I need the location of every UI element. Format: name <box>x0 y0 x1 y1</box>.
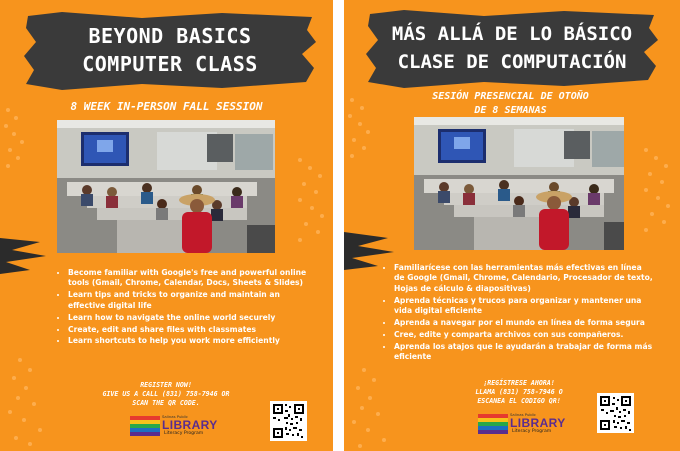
library-logo-big-text: LIBRARY <box>510 416 566 430</box>
title-line-1: BEYOND BASICS <box>88 24 252 48</box>
list-item: • Cree, edite y comparta archivos con sus compañeros. <box>394 330 654 340</box>
library-logo-program-text: Literacy Program <box>512 429 552 434</box>
register-now-text: ¡REGÍSTRESE AHORA! <box>483 379 555 387</box>
list-item: • Aprenda técnicas y trucos para organizar y mantener una vida digital eficiente <box>394 296 654 317</box>
register-now-text: REGISTER NOW! <box>140 381 192 389</box>
list-item: • Learn how to navigate the online world securely <box>68 313 308 323</box>
library-logo-small-text: Salinas Public <box>510 412 537 417</box>
list-item: • Learn tips and tricks to organize and maintain an effective digital life <box>68 290 308 311</box>
qr-code-icon[interactable] <box>270 401 307 441</box>
list-item: • Aprenda los atajos que le ayudarán a trabajar de forma más eficiente <box>394 342 654 363</box>
subtitle-line-1: SESIÓN PRESENCIAL DE OTOÑO <box>432 91 589 102</box>
library-logo <box>478 412 578 436</box>
qr-code-icon[interactable] <box>597 393 634 433</box>
phone-text: LLAMA (831) 758-7946 O <box>475 388 563 396</box>
benefits-list <box>384 263 654 364</box>
title-line-1: MÁS ALLÁ DE LO BÁSICO <box>391 23 633 45</box>
library-logo-program-text: Literacy Program <box>164 431 204 436</box>
list-item: • Aprenda a navegar por el mundo en línea de forma segura <box>394 318 654 328</box>
subtitle-line-2: DE 8 SEMANAS <box>474 105 547 116</box>
english-flyer <box>0 0 333 451</box>
library-logo-icon <box>130 416 160 436</box>
title-line-2: COMPUTER CLASS <box>82 52 258 76</box>
flyer-title <box>32 22 308 78</box>
list-item: • Familiarícese con las herramientas más efectivas en línea de Google (Gmail, Chrome, Calendario, Procesador de texto, Hojas de cálculo & diapositivas) <box>394 263 654 294</box>
scan-qr-text: SCAN THE QR CODE. <box>132 399 200 407</box>
registration-call-to-action <box>96 381 236 408</box>
scan-qr-text: ESCANEA EL CODIGO QR! <box>477 397 561 405</box>
registration-call-to-action <box>449 379 589 406</box>
list-item: • Become familiar with Google's free and powerful online tools (Gmail, Chrome, Calendar, Docs, Sheets & Slides) <box>68 268 308 289</box>
library-logo-icon <box>478 414 508 434</box>
library-logo <box>130 414 230 438</box>
list-item: • Learn shortcuts to help you work more efficiently <box>68 336 308 346</box>
benefits-list <box>58 268 308 348</box>
library-logo-small-text: Salinas Public <box>162 414 189 419</box>
session-subtitle: 8 WEEK IN-PERSON FALL SESSION <box>70 100 263 113</box>
session-subtitle <box>354 90 667 118</box>
classroom-photo <box>57 120 275 253</box>
title-line-2: CLASE DE COMPUTACIÓN <box>397 51 627 73</box>
library-logo-big-text: LIBRARY <box>162 418 218 432</box>
list-item: • Create, edit and share files with classmates <box>68 325 308 335</box>
spanish-flyer <box>344 0 680 451</box>
classroom-photo <box>414 117 624 250</box>
flyer-title <box>366 20 658 76</box>
phone-text: GIVE US A CALL (831) 758-7946 OR <box>102 390 230 398</box>
